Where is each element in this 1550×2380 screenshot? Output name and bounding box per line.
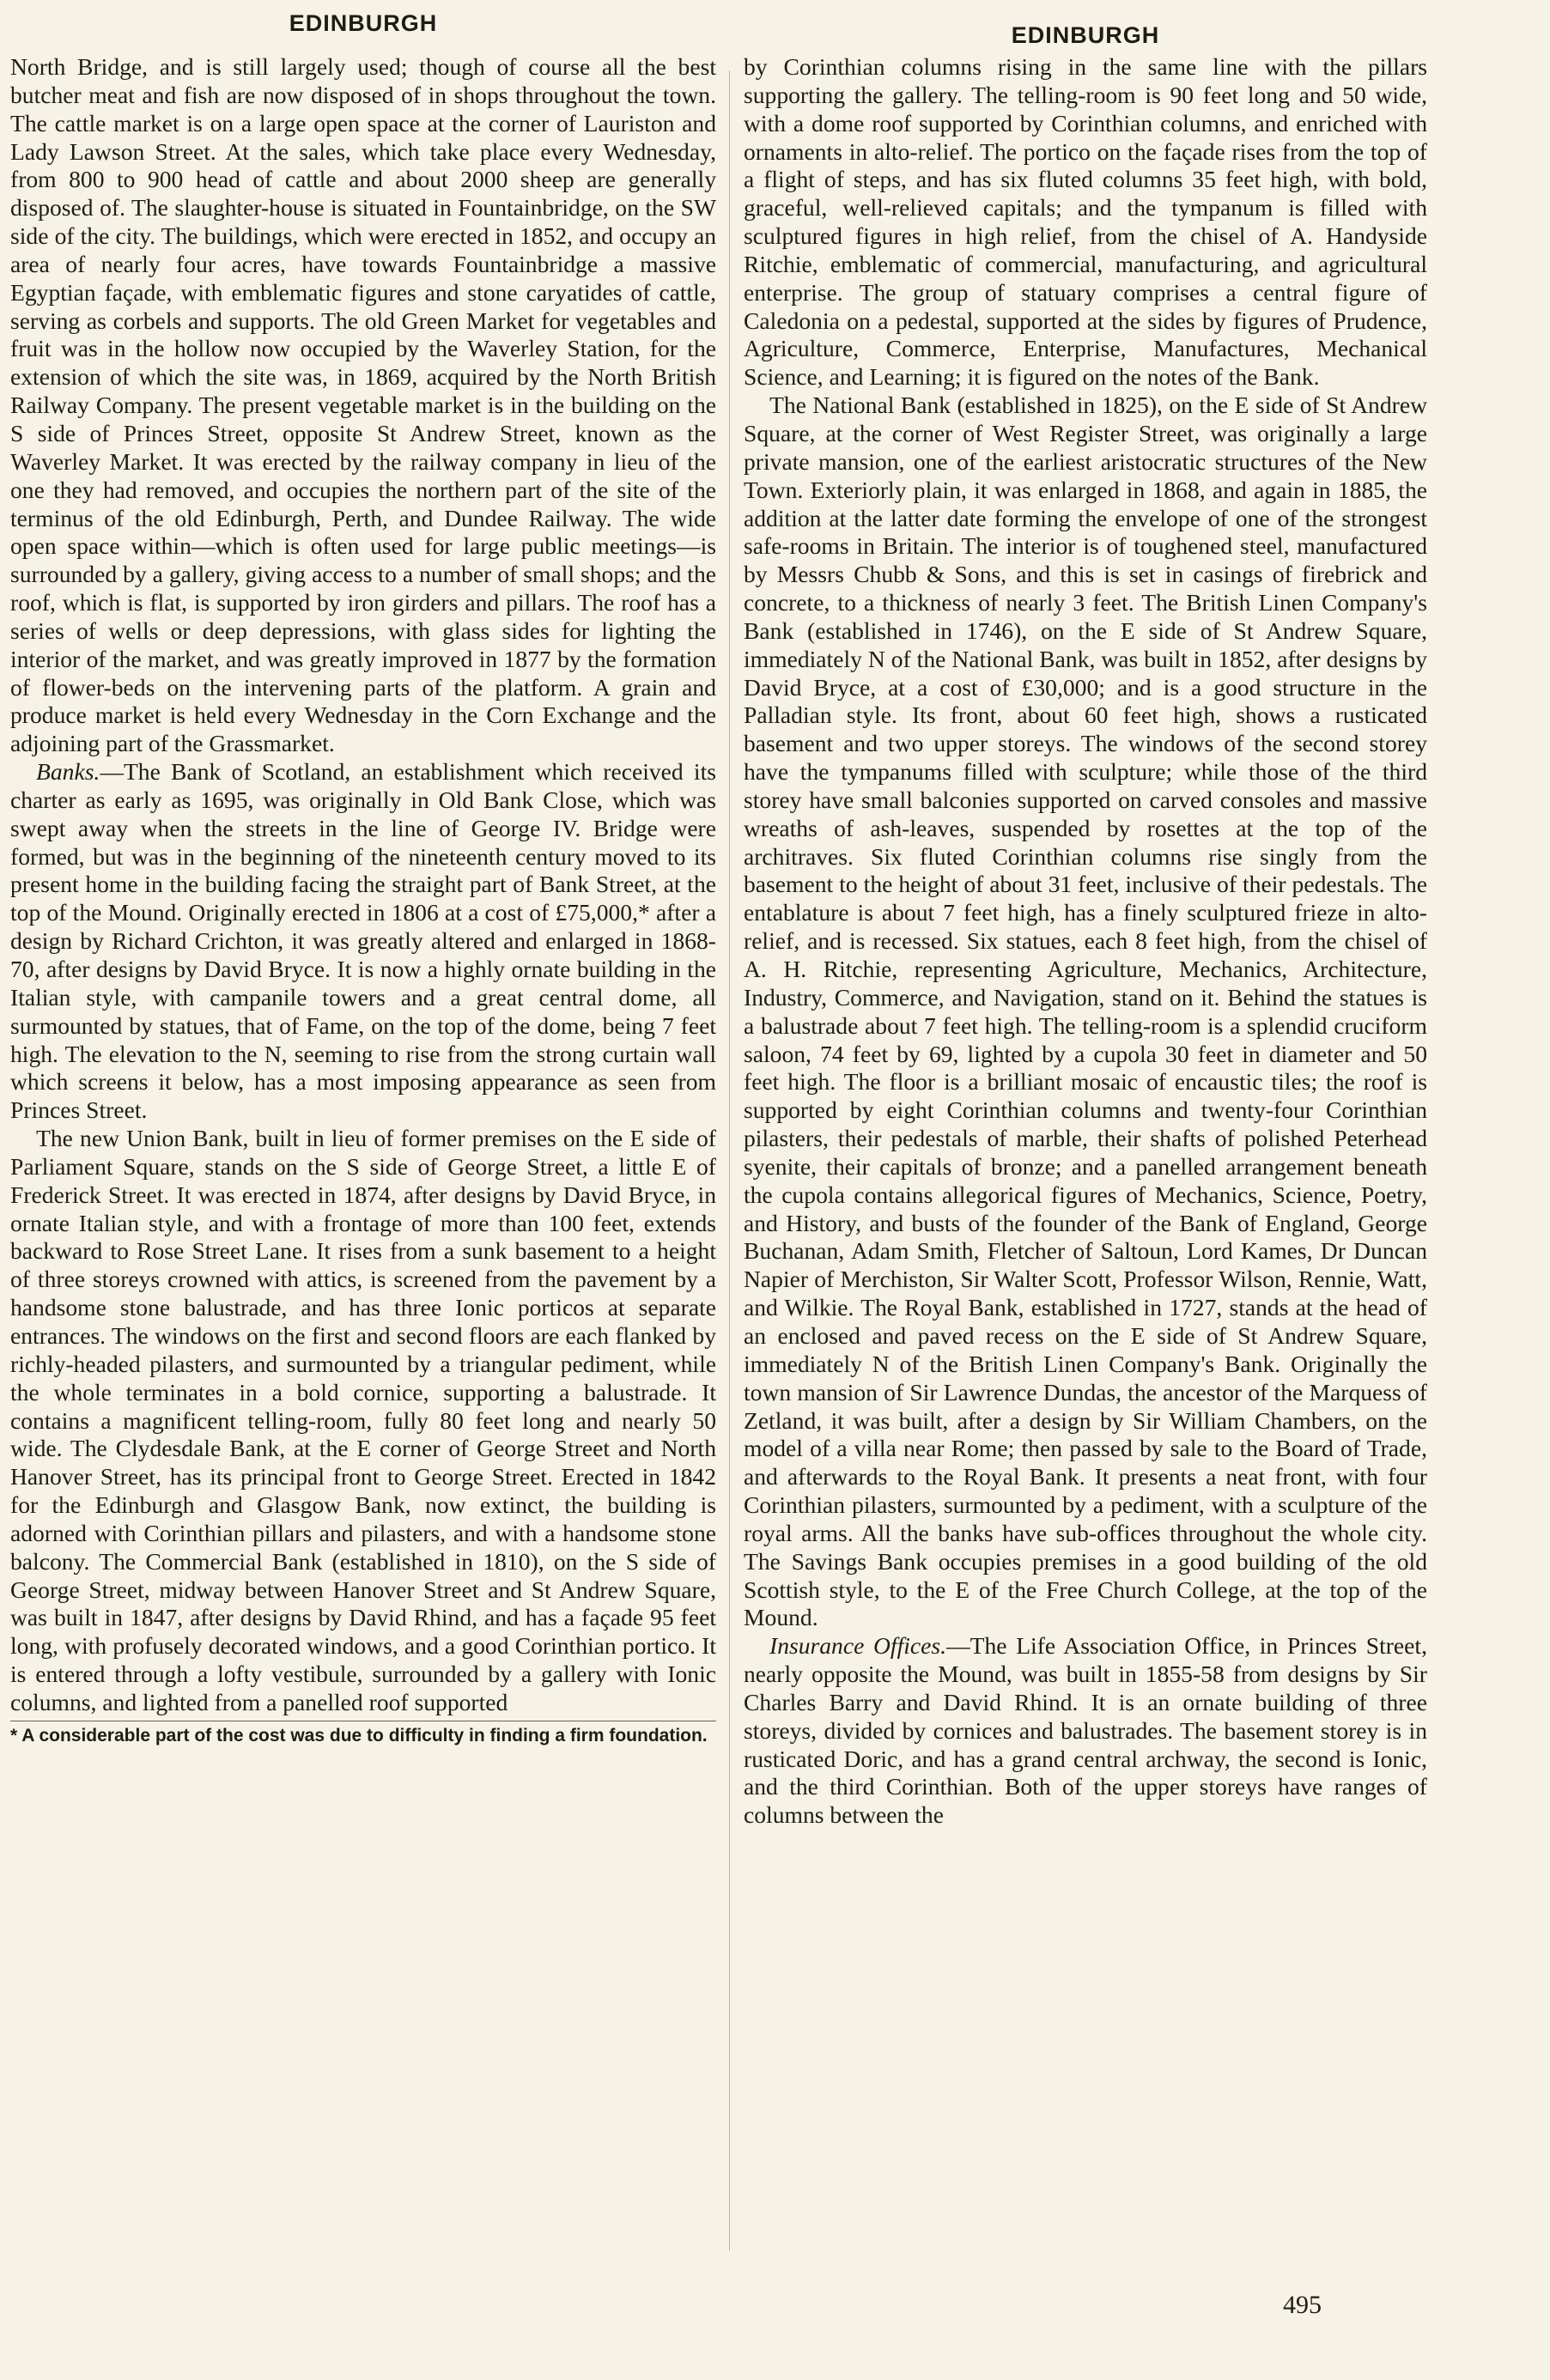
running-head-right: EDINBURGH [1011, 22, 1160, 48]
paragraph: The National Bank (established in 1825), on the E side of St Andrew Square, at the corner of West Register Street, was originally a large private mansion, one of the earliest aristocratic structures of the New Town. Exteriorly plain, it was enlarged in 1868, and again in 1885, the addition at the latter date forming the envelope of one of the strongest safe-rooms in Britain. The interior is of toughened steel, manufactured by Messrs Chubb & Sons, and this is set in casings of firebrick and concrete, to a thickness of nearly 3 feet. The British Linen Company's Bank (established in 1746), on the E side of St Andrew Square, immediately N of the National Bank, was built in 1852, after designs by David Bryce, at a cost of £30,000; and is a good structure in the Palladian style. Its front, about 60 feet high, shows a rusticated basement and two upper storeys. The windows of the second storey have the tympanums filled with sculpture; while those of the third storey have small balconies supported on carved consoles and massive wreaths of ash-leaves, suspended by rosettes at the top of the architraves. Six fluted Corinthian columns rise singly from the basement to the height of about 31 feet, inclusive of their pedestals. The entablature is about 7 feet high, has a finely sculptured frieze in alto-relief, and is recessed. Six statues, each 8 feet high, from the chisel of A. H. Ritchie, representing Agriculture, Mechanics, Architecture, Industry, Commerce, and Navigation, stand on it. Behind the statues is a balustrade about 7 feet high. The telling-room is a splendid cruciform saloon, 74 feet by 69, lighted by a cupola 30 feet in diameter and 50 feet high. The floor is a brilliant mosaic of encaustic tiles; the roof is supported by eight Corinthian columns and twenty-four Corinthian pilasters, their pedestals of marble, their shafts of polished Peterhead syenite, their capitals of bronze; and a panelled arrangement beneath the cupola contains allegorical figures of Mechanics, Science, Poetry, and History, and busts of the founder of the Bank of England, George Buchanan, Adam Smith, Fletcher of Saltoun, Lord Kames, Dr Duncan Napier of Merchiston, Sir Walter Scott, Professor Wilson, Rennie, Watt, and Wilkie. The Royal Bank, established in 1727, stands at the head of an enclosed and paved recess on the E side of St Andrew Square, immediately N of the British Linen Company's Bank. Originally the town mansion of Sir Lawrence Dundas, the ancestor of the Marquess of Zetland, it was built, after a design by Sir William Chambers, on the model of a villa near Rome; then passed by sale to the Board of Trade, and afterwards to the Royal Bank. It presents a neat front, with four Corinthian pilasters, surmounted by a pediment, with a sculpture of the royal arms. All the banks have sub-offices throughout the whole city. The Savings Bank occupies premises in a good building of the old Scottish style, to the E of the Free Church College, at the top of the Mound. [744, 392, 1427, 1631]
paragraph: The new Union Bank, built in lieu of former premises on the E side of Parliament Square, stands on the S side of George Street, a little E of Frederick Street. It was erected in 1874, after designs by David Bryce, in ornate Italian style, and with a frontage of more than 100 feet, extends backward to Rose Street Lane. It rises from a sunk basement to a height of three storeys crowned with attics, is screened from the pavement by a handsome stone balustrade, and has three Ionic porticos at separate entrances. The windows on the first and second floors are each flanked by richly-headed pilasters, and surmounted by a triangular pediment, while the whole terminates in a bold cornice, supporting a balustrade. It contains a magnificent telling-room, fully 80 feet long and nearly 50 wide. The Clydesdale Bank, at the E corner of George Street and North Hanover Street, has its principal front to George Street. Erected in 1842 for the Edinburgh and Glasgow Bank, now extinct, the building is adorned with Corinthian pillars and pilasters, and with a handsome stone balcony. The Commercial Bank (established in 1810), on the S side of George Street, midway between Hanover Street and St Andrew Square, was built in 1847, after designs by David Rhind, and has a façade 95 feet long, with profusely decorated windows, and a good Corinthian portico. It is entered through a lofty vestibule, surrounded by a gallery with Ionic columns, and lighted from a panelled roof supported [10, 1125, 716, 1715]
section-lead: Insurance Offices. [769, 1632, 947, 1660]
left-column [10, 0, 716, 1747]
footnote: * A considerable part of the cost was due to difficulty in finding a firm foundation. [10, 1725, 708, 1746]
paragraph: by Corinthian columns rising in the same line with the pillars supporting the gallery. The telling-room is 90 feet long and 50 wide, with a dome roof supported by Corinthian columns, and enriched with ornaments in alto-relief. The portico on the façade rises from the top of a flight of steps, and has six fluted columns 35 feet high, with bold, graceful, well-relieved capitals; and the tympanum is filled with sculptured figures in high relief, from the chisel of A. Handyside Ritchie, emblematic of commercial, manufacturing, and agricultural enterprise. The group of statuary comprises a central figure of Caledonia on a pedestal, supported at the sides by figures of Prudence, Agriculture, Commerce, Enterprise, Manufactures, Mechanical Science, and Learning; it is figured on the notes of the Bank. [744, 53, 1427, 391]
running-head-left: EDINBURGH [289, 10, 438, 36]
paragraph: Insurance Offices.—The Life Association Office, in Princes Street, nearly opposite the Mound, was built in 1855-58 from designs by Sir Charles Barry and David Rhind. It is an ornate building of three storeys, divided by cornices and balustrades. The basement storey is in rusticated Doric, and has a grand central archway, the second is Ionic, and the third Corinthian. Both of the upper storeys have ranges of columns between the [744, 1632, 1427, 1829]
right-column [744, 0, 1427, 1830]
column-gutter [729, 70, 730, 2251]
section-lead: Banks. [36, 758, 100, 786]
paragraph: Banks.—The Bank of Scotland, an establishment which received its charter as early as 1695, was originally in Old Bank Close, which was swept away when the streets in the line of George IV. Bridge were formed, but was in the beginning of the nineteenth century moved to its present home in the building facing the straight part of Bank Street, at the top of the Mound. Originally erected in 1806 at a cost of £75,000,* after a design by Richard Crichton, it was greatly altered and enlarged in 1868-70, after designs by David Bryce. It is now a highly ornate building in the Italian style, with campanile towers and a great central dome, all surmounted by statues, that of Fame, on the top of the dome, being 7 feet high. The elevation to the N, seeming to rise from the strong curtain wall which screens it below, has a most imposing appearance as seen from Princes Street. [10, 758, 716, 1124]
right-column-text [744, 53, 1427, 1830]
page-number: 495 [1283, 2291, 1322, 2319]
left-column-text [10, 53, 716, 1717]
paragraph: North Bridge, and is still largely used; though of course all the best butcher meat and fish are now disposed of in shops throughout the town. The cattle market is on a large open space at the corner of Lauriston and Lady Lawson Street. At the sales, which take place every Wednesday, from 800 to 900 head of cattle and about 2000 sheep are generally disposed of. The slaughter-house is situated in Fountainbridge, on the SW side of the city. The buildings, which were erected in 1852, and occupy an area of nearly four acres, have towards Fountainbridge a massive Egyptian façade, with emblematic figures and stone caryatides of cattle, serving as corbels and supports. The old Green Market for vegetables and fruit was in the hollow now occupied by the Waverley Station, for the extension of which the site was, in 1869, acquired by the North British Railway Company. The present vegetable market is in the building on the S side of Princes Street, opposite St Andrew Street, known as the Waverley Market. It was erected by the railway company in lieu of the one they had removed, and occupies the northern part of the site of the terminus of the old Edinburgh, Perth, and Dundee Railway. The wide open space within—which is often used for large public meetings—is surrounded by a gallery, giving access to a number of small shops; and the roof, which is flat, is supported by iron girders and pillars. The roof has a series of wells or deep depressions, with glass sides for lighting the interior of the market, and was greatly improved in 1877 by the formation of flower-beds on the intervening parts of the platform. A grain and produce market is held every Wednesday in the Corn Exchange and the adjoining part of the Grassmarket. [10, 53, 716, 757]
